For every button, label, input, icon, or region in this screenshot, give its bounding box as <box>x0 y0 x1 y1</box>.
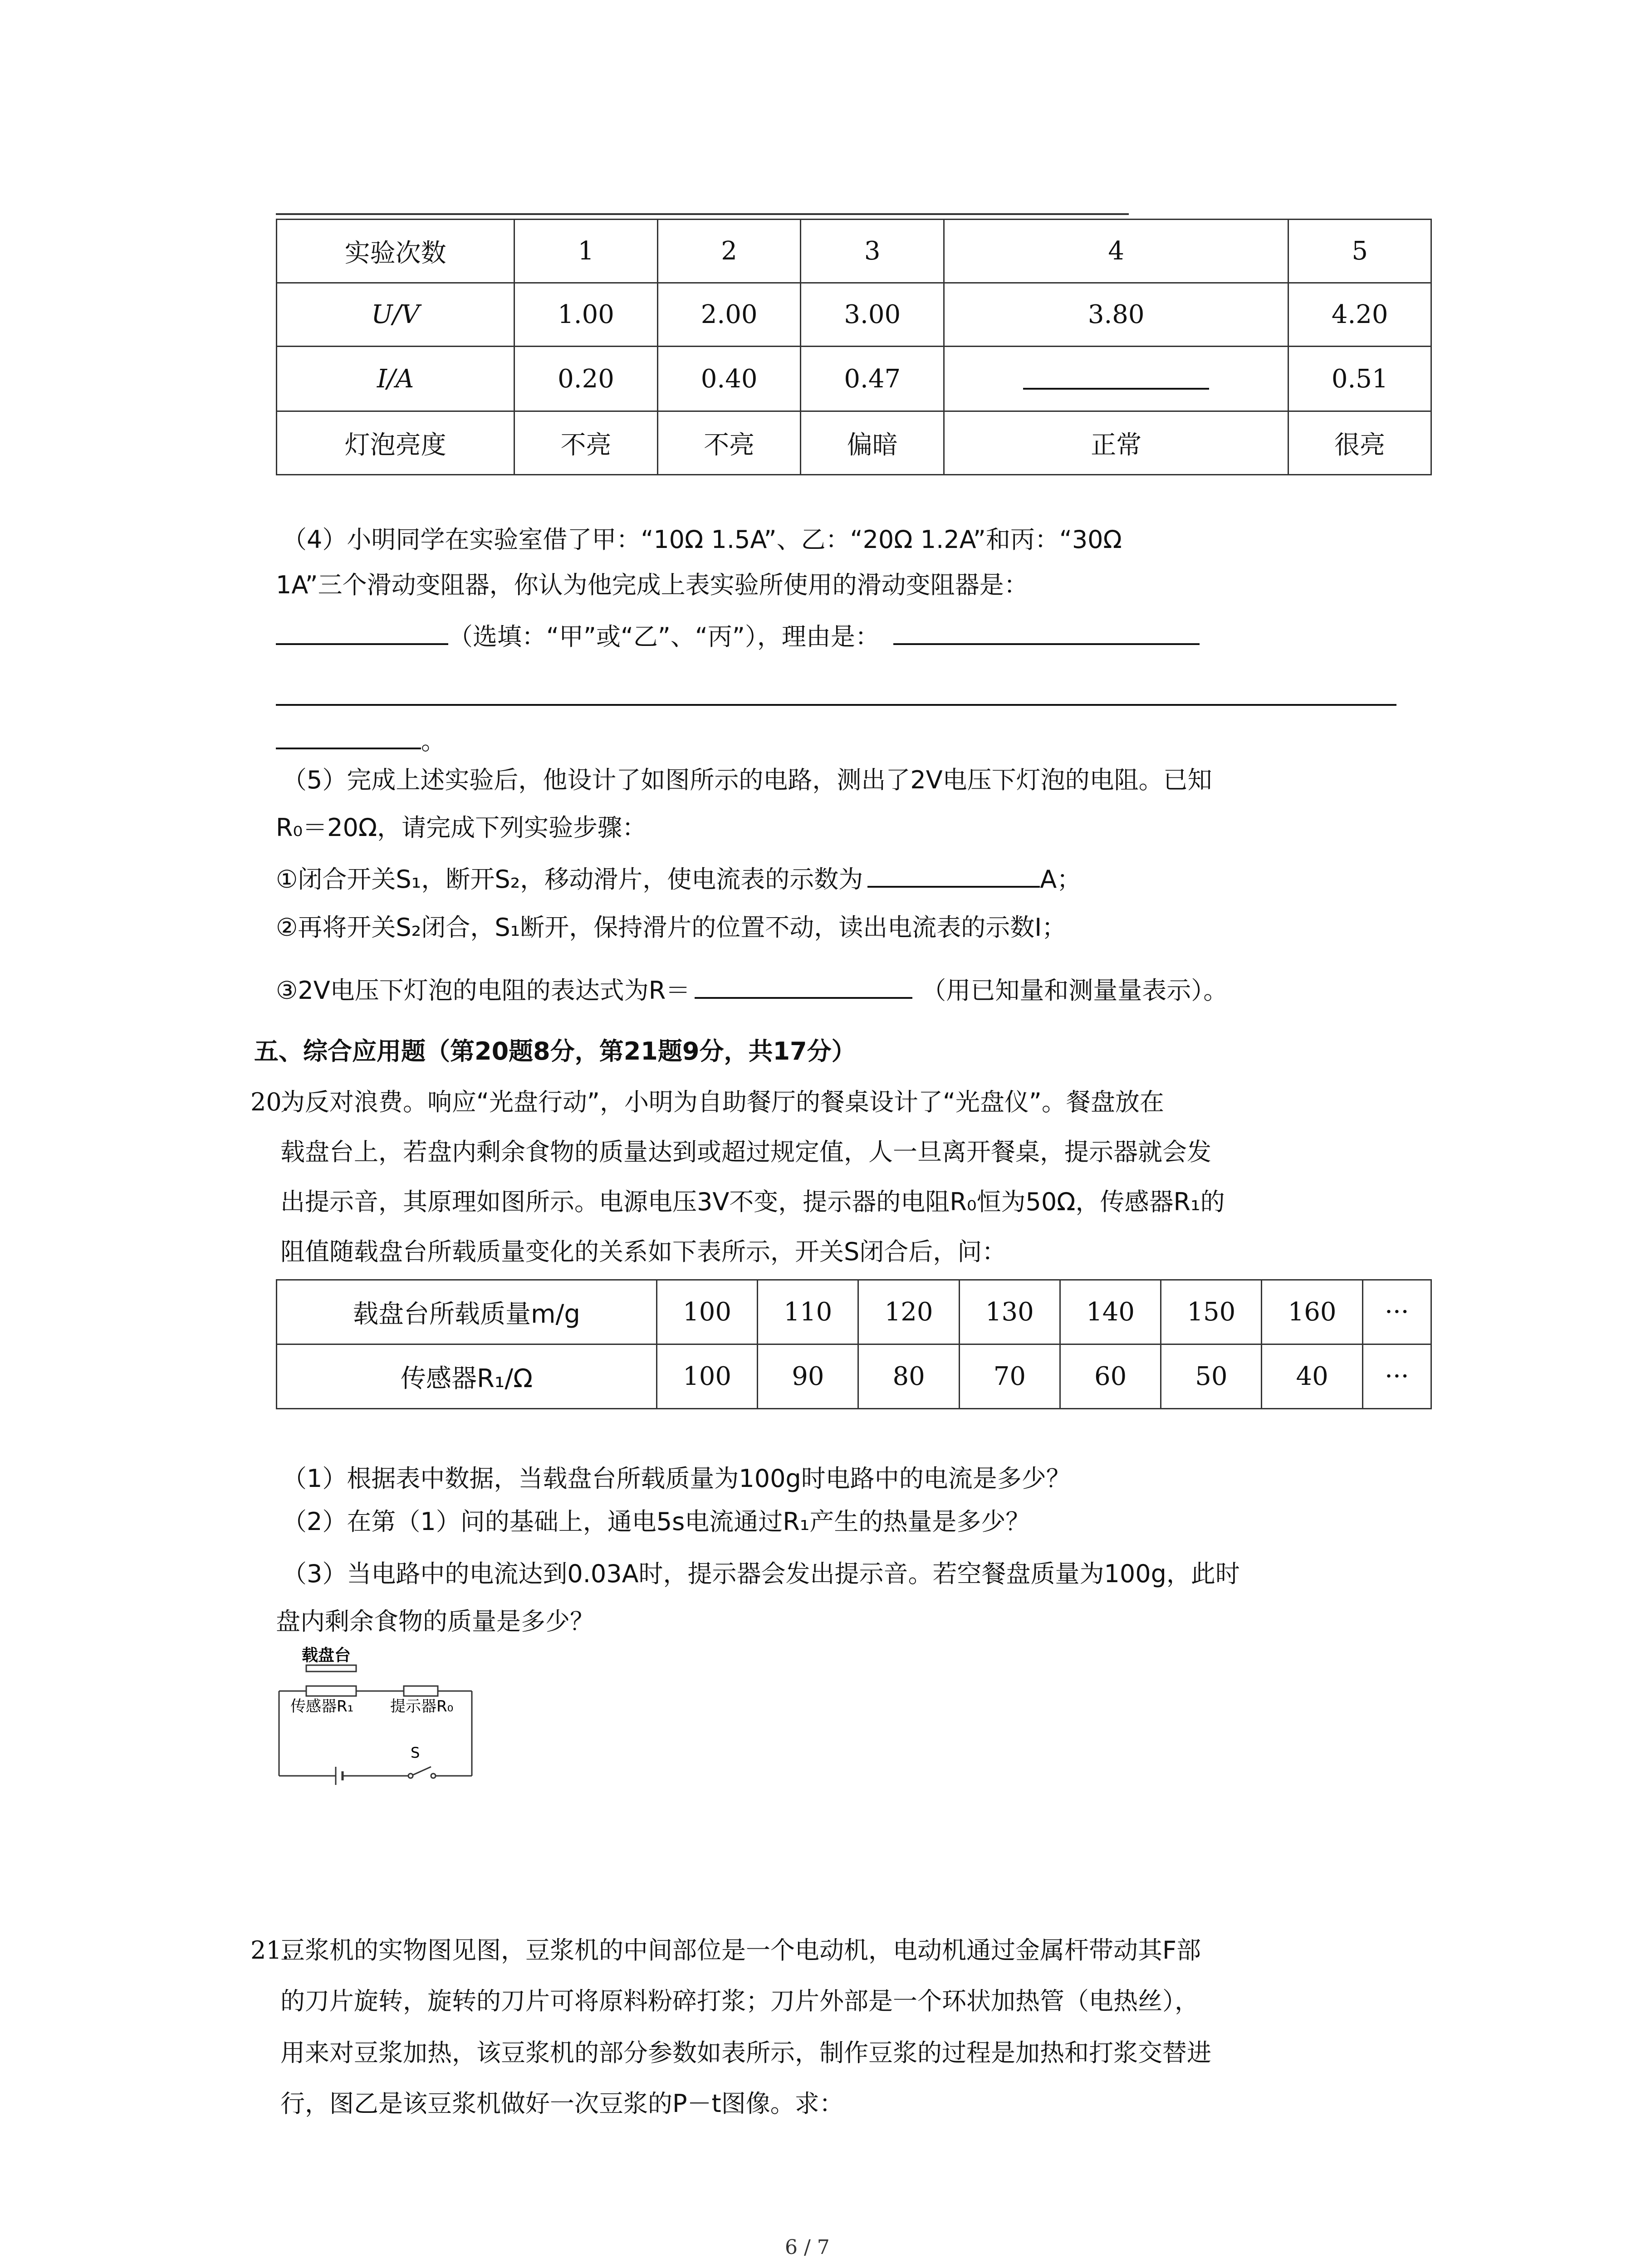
q21-line: 用来对豆浆加热，该豆浆机的部分参数如表所示，制作豆浆的过程是加热和打浆交替进 <box>280 2038 1211 2067</box>
table-cell: 传感器R₁/Ω <box>277 1344 657 1409</box>
q21-number: 21. <box>250 1936 289 1965</box>
q21-line: 豆浆机的实物图见图，豆浆机的中间部位是一个电动机，电动机通过金属杆带动其F部 <box>280 1936 1201 1965</box>
q19-part4-line3: （选填：“甲”或“乙”、“丙”），理由是： <box>276 617 1200 655</box>
answer-blank[interactable] <box>893 617 1200 645</box>
table-cell: 不亮 <box>514 411 658 475</box>
table-cell: 正常 <box>944 411 1288 475</box>
tray-platform <box>306 1665 356 1672</box>
table-cell: 130 <box>959 1280 1060 1344</box>
page-number: 6 / 7 <box>785 2236 830 2259</box>
sensor-table <box>276 1279 1432 1409</box>
sensor-resistor <box>306 1686 356 1696</box>
table-cell: 50 <box>1161 1344 1262 1409</box>
table-cell: 80 <box>858 1344 959 1409</box>
q19-part4-line5: 。 <box>276 721 446 759</box>
q20-sub3-line1: （3）当电路中的电流达到0.03A时，提示器会发出提示音。若空餐盘质量为100g，此时 <box>282 1559 1240 1588</box>
q21-line: 行，图乙是该豆浆机做好一次豆浆的P－t图像。求： <box>280 2089 844 2118</box>
table-cell: 不亮 <box>657 411 801 475</box>
table-row <box>277 411 1431 475</box>
table-cell: 100 <box>656 1344 757 1409</box>
table-cell: 灯泡亮度 <box>277 411 514 475</box>
table-cell: 0.47 <box>801 347 944 411</box>
table-cell: 3 <box>801 220 944 283</box>
table-cell: 120 <box>858 1280 959 1344</box>
table-cell: 2 <box>657 220 801 283</box>
table-cell: 150 <box>1161 1280 1262 1344</box>
answer-blank[interactable] <box>695 971 912 999</box>
q20-sub3-line2: 盘内剩余食物的质量是多少？ <box>276 1607 594 1636</box>
table-row <box>277 1280 1431 1344</box>
table-row <box>277 283 1431 347</box>
table-cell: 0.20 <box>514 347 658 411</box>
table-cell: 3.00 <box>801 283 944 347</box>
table-cell: 160 <box>1262 1280 1362 1344</box>
answer-blank[interactable] <box>1023 362 1209 390</box>
q19-part5-line2: R₀＝20Ω，请完成下列实验步骤： <box>276 813 647 842</box>
table-cell: 0.40 <box>657 347 801 411</box>
sensor-label: 传感器R₁ <box>290 1697 354 1716</box>
table-cell: 0.51 <box>1288 347 1431 411</box>
table-cell: 载盘台所载质量m/g <box>277 1280 657 1344</box>
answer-blank[interactable] <box>867 860 1040 888</box>
table-cell: 实验次数 <box>277 220 514 283</box>
table-cell: ··· <box>1362 1344 1431 1409</box>
switch-symbol <box>413 1767 431 1775</box>
q19-step2: ②再将开关S₂闭合，S₁断开，保持滑片的位置不动，读出电流表的示数I； <box>276 913 1067 942</box>
table-header-row <box>277 220 1431 283</box>
table-cell: 140 <box>1060 1280 1161 1344</box>
q20-sub2: （2）在第（1）问的基础上，通电5s电流通过R₁产生的热量是多少？ <box>282 1507 1030 1536</box>
table-cell: U/V <box>277 283 514 347</box>
q20-line: 为反对浪费。响应“光盘行动”，小明为自助餐厅的餐桌设计了“光盘仪”。餐盘放在 <box>280 1088 1164 1116</box>
q19-part4-line2: 1A”三个滑动变阻器，你认为他完成上表实验所使用的滑动变阻器是： <box>276 571 1029 599</box>
q20-number: 20. <box>250 1088 289 1116</box>
experiment-table <box>276 219 1432 475</box>
table-cell: 2.00 <box>657 283 801 347</box>
table-cell: 很亮 <box>1288 411 1431 475</box>
table-cell: 偏暗 <box>801 411 944 475</box>
table-cell: 1.00 <box>514 283 658 347</box>
table-row <box>277 347 1431 411</box>
table-cell: ··· <box>1362 1280 1431 1344</box>
alarm-label: 提示器R₀ <box>390 1697 454 1716</box>
table-cell: I/A <box>277 347 514 411</box>
q20-line: 出提示音，其原理如图所示。电源电压3V不变，提示器的电阻R₀恒为50Ω，传感器R₁的 <box>280 1188 1225 1216</box>
table-cell: 70 <box>959 1344 1060 1409</box>
table-cell: 3.80 <box>944 283 1288 347</box>
table-cell: 100 <box>656 1280 757 1344</box>
q21-line: 的刀片旋转，旋转的刀片可将原料粉碎打浆；刀片外部是一个环状加热管（电热丝）， <box>280 1987 1199 2015</box>
table-cell: 5 <box>1288 220 1431 283</box>
tray-label: 载盘台 <box>302 1646 351 1665</box>
q19-step1: ①闭合开关S₁，断开S₂，移动滑片，使电流表的示数为 A； <box>276 860 1081 898</box>
answer-blank[interactable] <box>276 617 448 645</box>
section-title: 五、综合应用题（第20题8分，第21题9分，共17分） <box>254 1037 856 1066</box>
table-row <box>277 1344 1431 1409</box>
switch-label: S <box>411 1744 420 1761</box>
top-rule <box>276 213 1129 215</box>
table-cell: 60 <box>1060 1344 1161 1409</box>
alarm-resistor <box>404 1686 438 1696</box>
answer-blank-line[interactable] <box>276 704 1396 706</box>
table-cell: 1 <box>514 220 658 283</box>
q19-step3: ③2V电压下灯泡的电阻的表达式为R＝ （用已知量和测量量表示）。 <box>276 971 1228 1009</box>
table-cell: 90 <box>758 1344 858 1409</box>
q20-sub1: （1）根据表中数据，当载盘台所载质量为100g时电路中的电流是多少？ <box>282 1464 1071 1493</box>
q20-line: 载盘台上，若盘内剩余食物的质量达到或超过规定值，人一旦离开餐桌，提示器就会发 <box>280 1138 1211 1166</box>
answer-blank-cell[interactable] <box>944 347 1288 411</box>
circuit-diagram <box>272 1644 485 1785</box>
q19-part4-line1: （4）小明同学在实验室借了甲：“10Ω 1.5A”、乙：“20Ω 1.2A”和丙：“30Ω <box>282 525 1122 554</box>
q19-part5-line1: （5）完成上述实验后，他设计了如图所示的电路，测出了2V电压下灯泡的电阻。已知 <box>282 766 1212 794</box>
q20-line: 阻值随载盘台所载质量变化的关系如下表所示，开关S闭合后，问： <box>280 1237 1007 1266</box>
answer-blank[interactable] <box>276 721 421 749</box>
table-cell: 110 <box>758 1280 858 1344</box>
table-cell: 4 <box>944 220 1288 283</box>
table-cell: 40 <box>1262 1344 1362 1409</box>
table-cell: 4.20 <box>1288 283 1431 347</box>
